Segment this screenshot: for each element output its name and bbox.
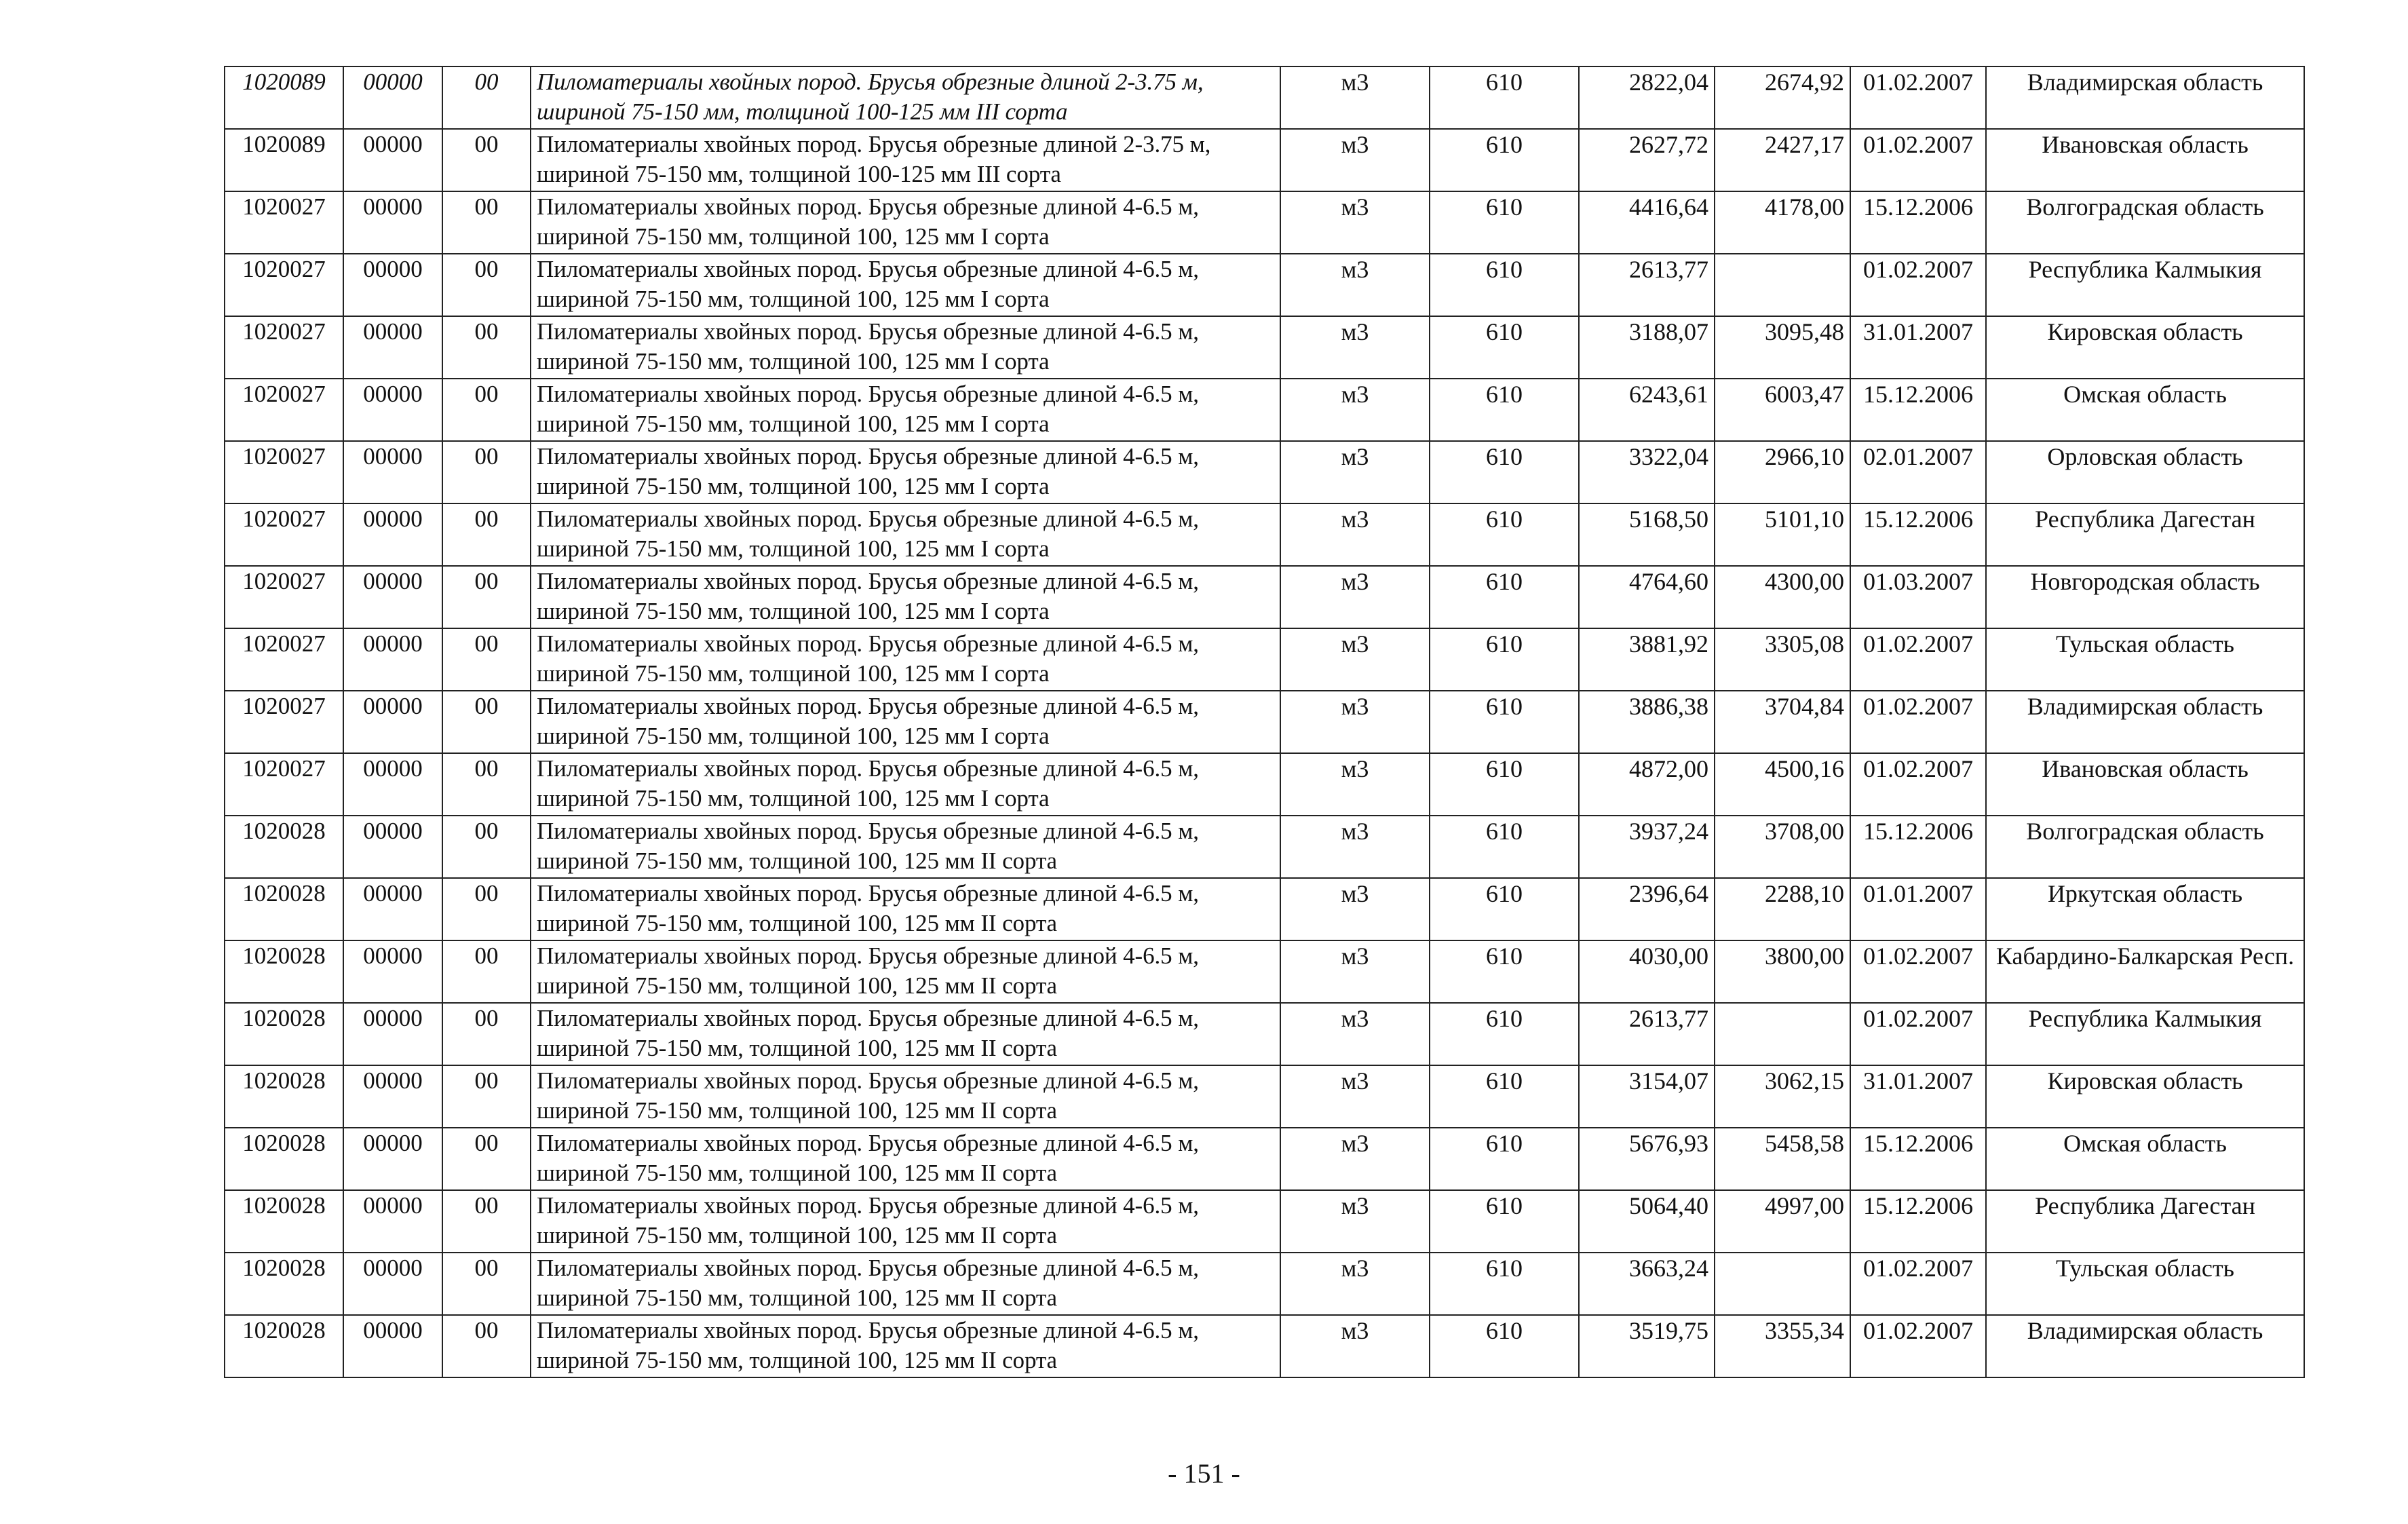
table-row	[225, 379, 2304, 441]
price-max-cell: 3663,24	[1579, 1253, 1715, 1315]
subcode-cell: 00000	[343, 753, 442, 816]
subcode2-cell: 00	[442, 566, 531, 628]
description-cell: Пиломатериалы хвойных пород. Брусья обрезные длиной 4-6.5 м, шириной 75-150 мм, толщиной 100, 125 мм II сорта	[531, 1190, 1280, 1253]
description-cell: Пиломатериалы хвойных пород. Брусья обрезные длиной 4-6.5 м, шириной 75-150 мм, толщиной 100, 125 мм I сорта	[531, 691, 1280, 753]
product-code-cell: 1020027	[225, 441, 343, 503]
product-code-cell: 1020028	[225, 1190, 343, 1253]
okei-cell: 610	[1430, 878, 1579, 940]
product-code-cell: 1020027	[225, 691, 343, 753]
unit-cell: м3	[1280, 441, 1430, 503]
product-code-cell: 1020028	[225, 1253, 343, 1315]
price-min-cell: 2674,92	[1715, 66, 1850, 129]
unit-cell: м3	[1280, 628, 1430, 691]
subcode2-cell: 00	[442, 628, 531, 691]
okei-cell: 610	[1430, 129, 1579, 191]
price-min-cell: 3062,15	[1715, 1065, 1850, 1128]
unit-cell: м3	[1280, 503, 1430, 566]
price-max-cell: 2613,77	[1579, 254, 1715, 316]
okei-cell: 610	[1430, 1190, 1579, 1253]
okei-cell: 610	[1430, 566, 1579, 628]
region-cell: Кабардино-Балкарская Респ.	[1986, 940, 2304, 1003]
table-row	[225, 1253, 2304, 1315]
page-number: - 151 -	[1168, 1458, 1240, 1489]
price-max-cell: 3322,04	[1579, 441, 1715, 503]
price-max-cell: 6243,61	[1579, 379, 1715, 441]
unit-cell: м3	[1280, 1190, 1430, 1253]
subcode2-cell: 00	[442, 379, 531, 441]
region-cell: Владимирская область	[1986, 1315, 2304, 1377]
table-row	[225, 1003, 2304, 1065]
subcode2-cell: 00	[442, 1128, 531, 1190]
subcode-cell: 00000	[343, 129, 442, 191]
region-cell: Республика Калмыкия	[1986, 1003, 2304, 1065]
description-cell: Пиломатериалы хвойных пород. Брусья обрезные длиной 4-6.5 м, шириной 75-150 мм, толщиной 100, 125 мм II сорта	[531, 816, 1280, 878]
date-cell: 15.12.2006	[1850, 191, 1986, 254]
unit-cell: м3	[1280, 1128, 1430, 1190]
subcode2-cell: 00	[442, 1003, 531, 1065]
product-code-cell: 1020028	[225, 1065, 343, 1128]
subcode-cell: 00000	[343, 566, 442, 628]
description-cell: Пиломатериалы хвойных пород. Брусья обрезные длиной 4-6.5 м, шириной 75-150 мм, толщиной 100, 125 мм I сорта	[531, 254, 1280, 316]
table-row	[225, 1190, 2304, 1253]
price-max-cell: 3154,07	[1579, 1065, 1715, 1128]
region-cell: Республика Калмыкия	[1986, 254, 2304, 316]
subcode-cell: 00000	[343, 691, 442, 753]
subcode-cell: 00000	[343, 191, 442, 254]
subcode2-cell: 00	[442, 1253, 531, 1315]
region-cell: Владимирская область	[1986, 66, 2304, 129]
product-code-cell: 1020028	[225, 878, 343, 940]
price-min-cell: 4300,00	[1715, 566, 1850, 628]
table-row	[225, 940, 2304, 1003]
unit-cell: м3	[1280, 1315, 1430, 1377]
price-max-cell: 2627,72	[1579, 129, 1715, 191]
okei-cell: 610	[1430, 191, 1579, 254]
product-code-cell: 1020027	[225, 254, 343, 316]
subcode-cell: 00000	[343, 628, 442, 691]
date-cell: 01.02.2007	[1850, 254, 1986, 316]
region-cell: Ивановская область	[1986, 129, 2304, 191]
unit-cell: м3	[1280, 691, 1430, 753]
description-cell: Пиломатериалы хвойных пород. Брусья обрезные длиной 4-6.5 м, шириной 75-150 мм, толщиной 100, 125 мм I сорта	[531, 566, 1280, 628]
subcode2-cell: 00	[442, 503, 531, 566]
description-cell: Пиломатериалы хвойных пород. Брусья обрезные длиной 4-6.5 м, шириной 75-150 мм, толщиной 100, 125 мм I сорта	[531, 379, 1280, 441]
price-max-cell: 3519,75	[1579, 1315, 1715, 1377]
product-code-cell: 1020028	[225, 1128, 343, 1190]
description-cell: Пиломатериалы хвойных пород. Брусья обрезные длиной 4-6.5 м, шириной 75-150 мм, толщиной 100, 125 мм I сорта	[531, 441, 1280, 503]
price-max-cell: 5676,93	[1579, 1128, 1715, 1190]
okei-cell: 610	[1430, 1253, 1579, 1315]
region-cell: Новгородская область	[1986, 566, 2304, 628]
price-min-cell: 3800,00	[1715, 940, 1850, 1003]
price-min-cell: 3704,84	[1715, 691, 1850, 753]
product-code-cell: 1020027	[225, 753, 343, 816]
description-cell: Пиломатериалы хвойных пород. Брусья обрезные длиной 4-6.5 м, шириной 75-150 мм, толщиной 100, 125 мм I сорта	[531, 316, 1280, 379]
subcode2-cell: 00	[442, 1190, 531, 1253]
subcode-cell: 00000	[343, 1128, 442, 1190]
okei-cell: 610	[1430, 316, 1579, 379]
price-max-cell: 4030,00	[1579, 940, 1715, 1003]
date-cell: 01.02.2007	[1850, 1253, 1986, 1315]
subcode-cell: 00000	[343, 1065, 442, 1128]
price-max-cell: 3188,07	[1579, 316, 1715, 379]
okei-cell: 610	[1430, 441, 1579, 503]
price-min-cell: 4178,00	[1715, 191, 1850, 254]
region-cell: Республика Дагестан	[1986, 503, 2304, 566]
region-cell: Омская область	[1986, 379, 2304, 441]
okei-cell: 610	[1430, 1128, 1579, 1190]
okei-cell: 610	[1430, 379, 1579, 441]
product-code-cell: 1020027	[225, 566, 343, 628]
price-max-cell: 4416,64	[1579, 191, 1715, 254]
date-cell: 15.12.2006	[1850, 503, 1986, 566]
price-max-cell: 3881,92	[1579, 628, 1715, 691]
region-cell: Тульская область	[1986, 628, 2304, 691]
unit-cell: м3	[1280, 878, 1430, 940]
price-max-cell: 2613,77	[1579, 1003, 1715, 1065]
price-max-cell: 2822,04	[1579, 66, 1715, 129]
unit-cell: м3	[1280, 379, 1430, 441]
product-code-cell: 1020027	[225, 191, 343, 254]
product-code-cell: 1020027	[225, 316, 343, 379]
price-min-cell: 5101,10	[1715, 503, 1850, 566]
description-cell: Пиломатериалы хвойных пород. Брусья обрезные длиной 4-6.5 м, шириной 75-150 мм, толщиной 100, 125 мм II сорта	[531, 1003, 1280, 1065]
unit-cell: м3	[1280, 1065, 1430, 1128]
description-cell: Пиломатериалы хвойных пород. Брусья обрезные длиной 4-6.5 м, шириной 75-150 мм, толщиной 100, 125 мм II сорта	[531, 1128, 1280, 1190]
subcode2-cell: 00	[442, 66, 531, 129]
price-min-cell: 3355,34	[1715, 1315, 1850, 1377]
table-row	[225, 628, 2304, 691]
date-cell: 01.01.2007	[1850, 878, 1986, 940]
product-code-cell: 1020089	[225, 129, 343, 191]
price-max-cell: 5168,50	[1579, 503, 1715, 566]
table-row	[225, 129, 2304, 191]
unit-cell: м3	[1280, 566, 1430, 628]
price-max-cell: 3886,38	[1579, 691, 1715, 753]
unit-cell: м3	[1280, 940, 1430, 1003]
table-row	[225, 441, 2304, 503]
okei-cell: 610	[1430, 503, 1579, 566]
subcode2-cell: 00	[442, 1065, 531, 1128]
unit-cell: м3	[1280, 1003, 1430, 1065]
price-min-cell: 4997,00	[1715, 1190, 1850, 1253]
region-cell: Волгоградская область	[1986, 191, 2304, 254]
subcode2-cell: 00	[442, 1315, 531, 1377]
subcode2-cell: 00	[442, 816, 531, 878]
okei-cell: 610	[1430, 1065, 1579, 1128]
subcode-cell: 00000	[343, 1253, 442, 1315]
subcode2-cell: 00	[442, 878, 531, 940]
product-code-cell: 1020027	[225, 379, 343, 441]
description-cell: Пиломатериалы хвойных пород. Брусья обрезные длиной 4-6.5 м, шириной 75-150 мм, толщиной 100, 125 мм I сорта	[531, 628, 1280, 691]
subcode-cell: 00000	[343, 441, 442, 503]
region-cell: Владимирская область	[1986, 691, 2304, 753]
product-code-cell: 1020027	[225, 628, 343, 691]
unit-cell: м3	[1280, 753, 1430, 816]
product-code-cell: 1020028	[225, 1003, 343, 1065]
date-cell: 15.12.2006	[1850, 379, 1986, 441]
description-cell: Пиломатериалы хвойных пород. Брусья обрезные длиной 4-6.5 м, шириной 75-150 мм, толщиной 100, 125 мм II сорта	[531, 1065, 1280, 1128]
price-max-cell: 2396,64	[1579, 878, 1715, 940]
description-cell: Пиломатериалы хвойных пород. Брусья обрезные длиной 2-3.75 м, шириной 75-150 мм, толщиной 100-125 мм III сорта	[531, 129, 1280, 191]
table-row	[225, 1065, 2304, 1128]
date-cell: 01.02.2007	[1850, 753, 1986, 816]
subcode-cell: 00000	[343, 503, 442, 566]
subcode-cell: 00000	[343, 379, 442, 441]
subcode-cell: 00000	[343, 316, 442, 379]
table-row	[225, 1128, 2304, 1190]
description-cell: Пиломатериалы хвойных пород. Брусья обрезные длиной 4-6.5 м, шириной 75-150 мм, толщиной 100, 125 мм II сорта	[531, 940, 1280, 1003]
date-cell: 15.12.2006	[1850, 1128, 1986, 1190]
description-cell: Пиломатериалы хвойных пород. Брусья обрезные длиной 4-6.5 м, шириной 75-150 мм, толщиной 100, 125 мм II сорта	[531, 878, 1280, 940]
region-cell: Кировская область	[1986, 316, 2304, 379]
region-cell: Орловская область	[1986, 441, 2304, 503]
date-cell: 01.02.2007	[1850, 129, 1986, 191]
price-min-cell	[1715, 1253, 1850, 1315]
table-row	[225, 191, 2304, 254]
region-cell: Тульская область	[1986, 1253, 2304, 1315]
date-cell: 01.02.2007	[1850, 1003, 1986, 1065]
subcode-cell: 00000	[343, 1003, 442, 1065]
unit-cell: м3	[1280, 254, 1430, 316]
date-cell: 01.02.2007	[1850, 628, 1986, 691]
description-cell: Пиломатериалы хвойных пород. Брусья обрезные длиной 4-6.5 м, шириной 75-150 мм, толщиной 100, 125 мм I сорта	[531, 191, 1280, 254]
subcode-cell: 00000	[343, 816, 442, 878]
subcode-cell: 00000	[343, 66, 442, 129]
date-cell: 01.02.2007	[1850, 1315, 1986, 1377]
price-min-cell: 4500,16	[1715, 753, 1850, 816]
date-cell: 01.02.2007	[1850, 940, 1986, 1003]
table-row	[225, 878, 2304, 940]
okei-cell: 610	[1430, 816, 1579, 878]
subcode-cell: 00000	[343, 878, 442, 940]
description-cell: Пиломатериалы хвойных пород. Брусья обрезные длиной 4-6.5 м, шириной 75-150 мм, толщиной 100, 125 мм I сорта	[531, 753, 1280, 816]
okei-cell: 610	[1430, 691, 1579, 753]
table-row	[225, 66, 2304, 129]
okei-cell: 610	[1430, 66, 1579, 129]
unit-cell: м3	[1280, 1253, 1430, 1315]
subcode2-cell: 00	[442, 129, 531, 191]
date-cell: 01.02.2007	[1850, 66, 1986, 129]
region-cell: Иркутская область	[1986, 878, 2304, 940]
description-cell: Пиломатериалы хвойных пород. Брусья обрезные длиной 4-6.5 м, шириной 75-150 мм, толщиной 100, 125 мм I сорта	[531, 503, 1280, 566]
unit-cell: м3	[1280, 66, 1430, 129]
table-row	[225, 503, 2304, 566]
region-cell: Республика Дагестан	[1986, 1190, 2304, 1253]
price-min-cell: 6003,47	[1715, 379, 1850, 441]
table-row	[225, 254, 2304, 316]
date-cell: 31.01.2007	[1850, 316, 1986, 379]
subcode-cell: 00000	[343, 940, 442, 1003]
price-max-cell: 4872,00	[1579, 753, 1715, 816]
date-cell: 01.03.2007	[1850, 566, 1986, 628]
description-cell: Пиломатериалы хвойных пород. Брусья обрезные длиной 4-6.5 м, шириной 75-150 мм, толщиной 100, 125 мм II сорта	[531, 1253, 1280, 1315]
date-cell: 02.01.2007	[1850, 441, 1986, 503]
table-row	[225, 316, 2304, 379]
okei-cell: 610	[1430, 254, 1579, 316]
price-min-cell: 2288,10	[1715, 878, 1850, 940]
region-cell: Кировская область	[1986, 1065, 2304, 1128]
price-min-cell: 5458,58	[1715, 1128, 1850, 1190]
okei-cell: 610	[1430, 753, 1579, 816]
okei-cell: 610	[1430, 628, 1579, 691]
price-min-cell	[1715, 254, 1850, 316]
date-cell: 01.02.2007	[1850, 691, 1986, 753]
table-row	[225, 1315, 2304, 1377]
okei-cell: 610	[1430, 1315, 1579, 1377]
subcode2-cell: 00	[442, 691, 531, 753]
region-cell: Волгоградская область	[1986, 816, 2304, 878]
table-row	[225, 753, 2304, 816]
price-max-cell: 5064,40	[1579, 1190, 1715, 1253]
okei-cell: 610	[1430, 1003, 1579, 1065]
product-code-cell: 1020089	[225, 66, 343, 129]
product-code-cell: 1020027	[225, 503, 343, 566]
product-code-cell: 1020028	[225, 1315, 343, 1377]
table-row	[225, 566, 2304, 628]
price-max-cell: 3937,24	[1579, 816, 1715, 878]
subcode2-cell: 00	[442, 441, 531, 503]
price-min-cell: 3305,08	[1715, 628, 1850, 691]
price-min-cell: 2427,17	[1715, 129, 1850, 191]
date-cell: 15.12.2006	[1850, 1190, 1986, 1253]
price-max-cell: 4764,60	[1579, 566, 1715, 628]
price-min-cell: 3708,00	[1715, 816, 1850, 878]
subcode2-cell: 00	[442, 316, 531, 379]
price-min-cell	[1715, 1003, 1850, 1065]
price-min-cell: 3095,48	[1715, 316, 1850, 379]
unit-cell: м3	[1280, 191, 1430, 254]
product-code-cell: 1020028	[225, 816, 343, 878]
okei-cell: 610	[1430, 940, 1579, 1003]
description-cell: Пиломатериалы хвойных пород. Брусья обрезные длиной 4-6.5 м, шириной 75-150 мм, толщиной 100, 125 мм II сорта	[531, 1315, 1280, 1377]
date-cell: 15.12.2006	[1850, 816, 1986, 878]
table-row	[225, 816, 2304, 878]
subcode2-cell: 00	[442, 191, 531, 254]
subcode-cell: 00000	[343, 1190, 442, 1253]
price-min-cell: 2966,10	[1715, 441, 1850, 503]
region-cell: Ивановская область	[1986, 753, 2304, 816]
subcode2-cell: 00	[442, 753, 531, 816]
date-cell: 31.01.2007	[1850, 1065, 1986, 1128]
table-row	[225, 691, 2304, 753]
unit-cell: м3	[1280, 129, 1430, 191]
subcode-cell: 00000	[343, 254, 442, 316]
subcode-cell: 00000	[343, 1315, 442, 1377]
region-cell: Омская область	[1986, 1128, 2304, 1190]
subcode2-cell: 00	[442, 254, 531, 316]
unit-cell: м3	[1280, 316, 1430, 379]
table-body	[225, 66, 2304, 1377]
subcode2-cell: 00	[442, 940, 531, 1003]
price-table	[224, 66, 2305, 1378]
unit-cell: м3	[1280, 816, 1430, 878]
description-cell: Пиломатериалы хвойных пород. Брусья обрезные длиной 2-3.75 м, шириной 75-150 мм, толщиной 100-125 мм III сорта	[531, 66, 1280, 129]
product-code-cell: 1020028	[225, 940, 343, 1003]
